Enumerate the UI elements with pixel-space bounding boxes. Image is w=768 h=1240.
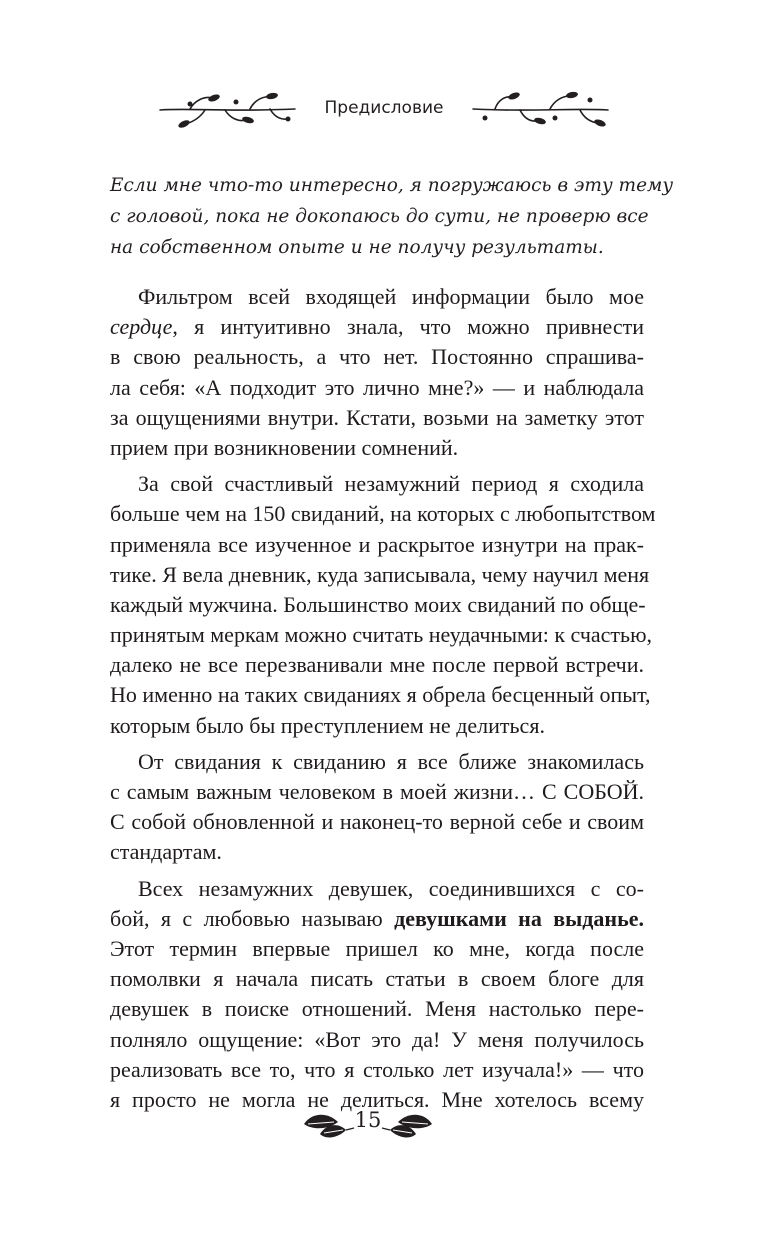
text-line: Фильтром всей входящей информации было мое [138,284,644,309]
epigraph-line: Если мне что-то интересно, я погружаюсь в эту тему [110,175,674,196]
text-line: с самым важным человеком в моей жизни… С СОБОЙ. [110,779,644,804]
text-line: Этот термин впервые пришел ко мне, когда после [110,935,644,961]
text-line: реализовать все то, что я столько лет изучала!» — что [110,1056,644,1082]
text-line: Всех незамужних девушек, соединившихся с со- [138,875,644,901]
epigraph-line: с головой, пока не докопаюсь до сути, не проверю все [110,206,649,227]
text-line: больше чем на 150 свиданий, на которых с любопытством [110,501,656,527]
text-line [110,904,644,934]
text-line: каждый мужчина. Большинство моих свиданий по обще- [110,591,646,617]
text-line: ла себя: «А подходит это лично мне?» — и наблюдала [110,374,644,400]
text-line: девушек в поиске отношений. Меня настолько пере- [110,996,644,1022]
text-line: С собой обновленной и наконец-то верной себе и своим [110,809,644,835]
text-line: далеко не все перезванивали мне после первой встречи. [110,652,644,678]
text-line: От свидания к свиданию я все ближе знакомилась [138,748,644,774]
text-line: помолвки я начала писать статьи в своем блоге для [110,966,644,992]
text-span: бой, я с любовью называю [110,905,383,931]
text-line: в свою реальность, а что нет. Постоянно спрашива- [110,344,644,370]
emphasis-word: сердце [110,314,173,340]
text-span: , я интуитивно знала, что можно привнести [172,314,644,340]
text-line: принятым меркам можно считать неудачными: к счастью, [110,622,653,648]
page-footer [298,1100,438,1144]
text-line: которым было бы преступлением не делиться. [110,712,545,738]
bold-term: девушками на выданье. [394,905,645,931]
text-line: применяла все изученное и раскрытое изнутри на прак- [110,531,644,557]
text-line: тике. Я вела дневник, куда записывала, чему научил меня [110,561,650,587]
text-line: За свой счастливый незамужний период я сходила [138,471,644,497]
page-number: 15 [354,1108,382,1132]
epigraph-line: на собственном опыте и не получу результаты. [110,237,604,258]
text-line [110,312,644,342]
text-line: полняло ощущение: «Вот это да! У меня получилось [110,1026,644,1052]
epigraph [110,170,674,263]
running-header [150,82,618,138]
chapter-title: Предисловие [324,98,444,118]
text-line: прием при возникновении сомнений. [110,434,459,460]
text-line: за ощущениями внутри. Кстати, возьми на заметку этот [110,404,644,430]
text-line: я просто не могла не делиться. Мне хотелось всему [110,1086,644,1112]
body-text [110,282,656,1115]
text-line: стандартам. [110,839,222,865]
text-line: Но именно на таких свиданиях я обрела бесценный опыт, [110,682,651,708]
